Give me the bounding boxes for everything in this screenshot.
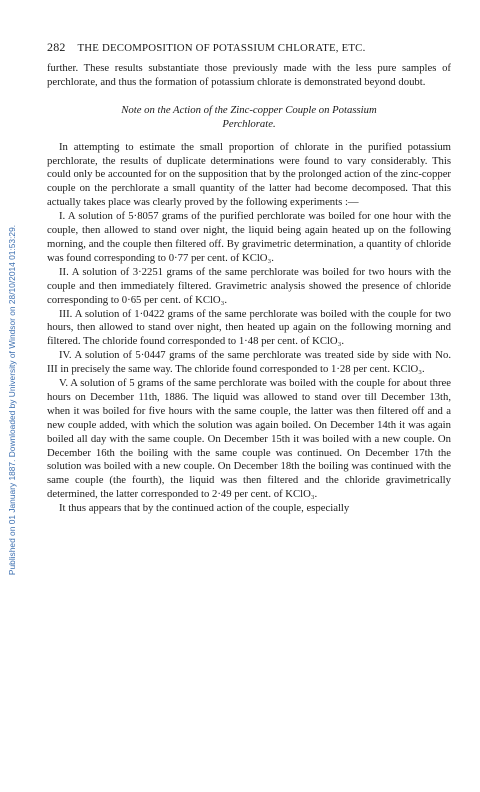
running-title: THE DECOMPOSITION OF POTASSIUM CHLORATE, ETC. bbox=[77, 42, 366, 54]
paragraph-intro: In attempting to estimate the small proportion of chlorate in the purified potassium perchlorate, the results of duplicate determinations were found to vary considerably. This could only be accounted for on the supposition that by the prolonged action of the zinc-copper couple on the perchlorate a small quantity of the latter had become decomposed. That this actually takes place was clearly proved by the following experiments :— bbox=[47, 140, 451, 209]
page-number: 282 bbox=[47, 40, 66, 54]
paragraph-conclusion: It thus appears that by the continued action of the couple, especially bbox=[59, 502, 350, 515]
running-header bbox=[47, 40, 451, 55]
paragraph-experiment-2: II. A solution of 3·2251 grams of the same perchlorate was boiled for two hours with the couple and then immediately filtered. Gravimetric analysis showed the presence of chloride corresponding to 0·65 per cent. of KClO₃. bbox=[47, 265, 451, 306]
paragraph-experiment-3: III. A solution of 1·0422 grams of the same perchlorate was boiled with the couple for two hours, then allowed to stand over night, then heated up again on the following morning and filtered. The chloride found corresponded to 1·48 per cent. of KClO₃. bbox=[47, 307, 451, 348]
paragraph-continuation: further. These results substantiate those previously made with the less pure samples of perchlorate, and thus the formation of potassium chlorate is demonstrated beyond doubt. bbox=[47, 62, 451, 88]
section-heading-line-2: Perchlorate. bbox=[222, 117, 276, 130]
paragraph-experiment-4: IV. A solution of 5·0447 grams of the same perchlorate was treated side by side with No. III in precisely the same way. The chloride found corresponded to 1·28 per cent. KClO₃. bbox=[47, 349, 451, 376]
section-heading bbox=[47, 104, 451, 132]
download-citation-text: Published on 01 January 1887. Downloaded by University of Windsor on 28/10/2014 01:53:29. bbox=[7, 224, 17, 576]
section-heading-line-1: Note on the Action of the Zinc-copper Couple on Potassium bbox=[121, 103, 377, 116]
paragraph-experiment-5: V. A solution of 5 grams of the same perchlorate was boiled with the couple for about three hours on December 11th, 1886. The liquid was allowed to stand over till December 13th, when it was boiled for five hours with the same couple, the latter was then filtered off and a new couple added, with which the solution was again boiled. On December 14th it was again boiled all day with the same couple. On December 15th it was boiled with a new couple. On December 16th the boiling with the same couple was continued. On December 17th the solution was boiled with a new couple. On December 18th the boiling was continued with the same couple (the fourth), the liquid was then filtered and the chloride gravimetrically determined, the latter corresponded to 2·49 per cent. of KClO₃. bbox=[47, 377, 451, 501]
download-citation-sidebar bbox=[0, 0, 26, 792]
page-content bbox=[47, 40, 451, 516]
paragraph-experiment-1: I. A solution of 5·8057 grams of the purified perchlorate was boiled for one hour with the couple, then allowed to stand over night, the liquid being again heated up on the following morning, and the couple then filtered off. By gravimetric determination, a quantity of chloride was found corresponding to 0·77 per cent. of KClO₃. bbox=[47, 210, 451, 264]
